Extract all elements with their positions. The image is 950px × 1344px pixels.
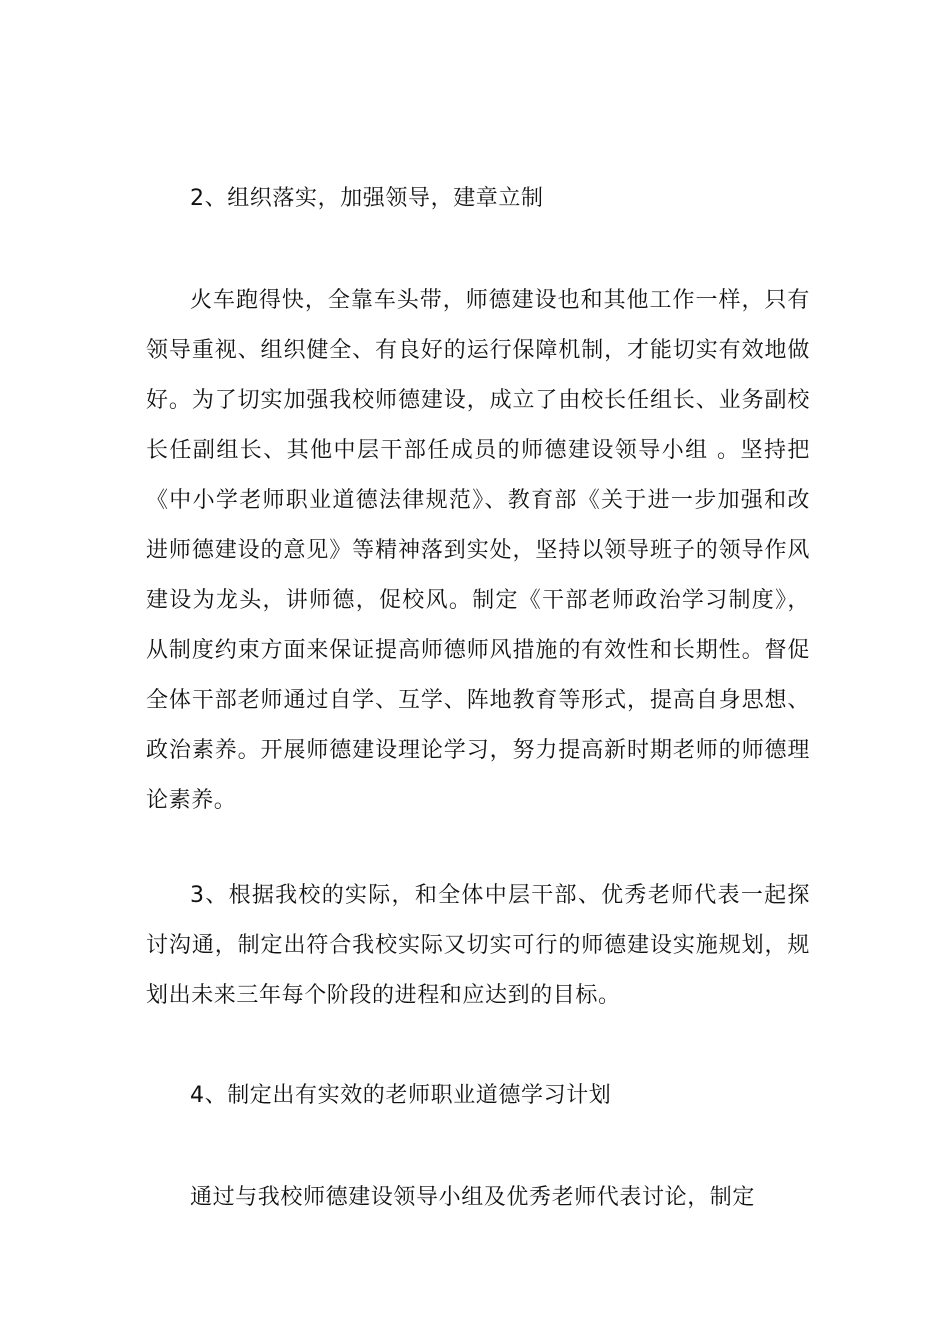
- section-heading-2: 2、组织落实，加强领导，建章立制: [190, 186, 544, 211]
- section-heading-4: 4、制定出有实效的老师职业道德学习计划: [190, 1083, 612, 1108]
- body-paragraph-continued: 通过与我校师德建设领导小组及优秀老师代表讨论，制定: [190, 1185, 756, 1210]
- section-item-3: 3、根据我校的实际，和全体中层干部、优秀老师代表一起探讨沟通，制定出符合我校实际又切实可行的师德建设实施规划，规划出未来三年每个阶段的进程和应达到的目标。: [146, 883, 810, 1008]
- body-paragraph: 火车跑得快，全靠车头带，师德建设也和其他工作一样，只有领导重视、组织健全、有良好的运行保障机制，才能切实有效地做好。为了切实加强我校师德建设，成立了由校长任组长、业务副校长任副组长、其他中层干部任成员的师德建设领导小组 。坚持把《中小学老师职业道德法律规范》、教育部《关于进一步加强和改进师德建设的意见》等精神落到实处，坚持以领导班子的领导作风建设为龙头，讲师德，促校风。制定《干部老师政治学习制度》，从制度约束方面来保证提高师德师风措施的有效性和长期性。督促全体干部老师通过自学、互学、阵地教育等形式，提高自身思想、政治素养。开展师德建设理论学习，努力提高新时期老师的师德理论素养。: [146, 288, 810, 813]
